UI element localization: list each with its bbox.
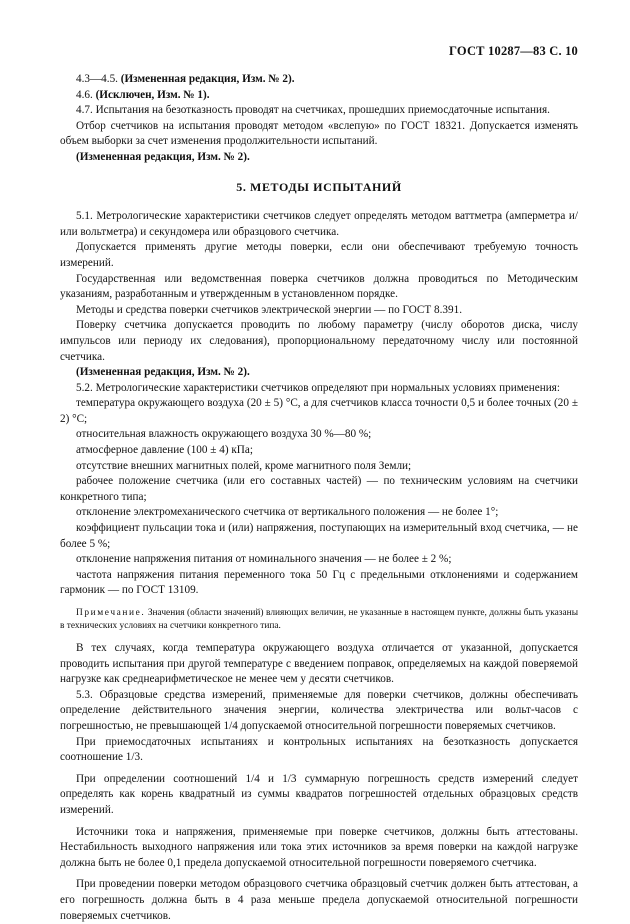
condition-working-position: рабочее положение счетчика (или его составных частей) — по техническим условиям на счетчики конкретного типа; bbox=[60, 475, 578, 503]
clause-4-6 bbox=[60, 88, 578, 104]
clause-number: 4.6. bbox=[76, 88, 93, 101]
clause-5-1: 5.1. Метрологические характеристики счетчиков следует определять методом ваттметра (амперметра и/или вольтметра) и секундомера или образцового счетчика. bbox=[60, 210, 578, 238]
paragraph-verification-methods: Методы и средства поверки счетчиков электрической энергии — по ГОСТ 8.391. bbox=[76, 303, 462, 316]
condition-ripple-factor: коэффициент пульсации тока и (или) напряжения, поступающих на измерительный вход счетчика, — не более 5 %; bbox=[60, 522, 578, 550]
amendment-note: (Измененная редакция, Изм. № 2). bbox=[76, 150, 250, 163]
paragraph-reference-meter: При проведении поверки методом образцового счетчика образцовый счетчик должен быть аттестован, а его погрешность должна быть в 4 раза меньше предела допускаемой относительной погрешности поверяемых счетчиков. bbox=[60, 878, 578, 922]
amendment-note: (Измененная редакция, Изм. № 2). bbox=[76, 366, 250, 379]
paragraph-sources-certification: Источники тока и напряжения, применяемые при поверке счетчиков, должны быть аттестованы. Нестабильность выходного напряжения или тока этих источников за время поверки на каждой нагрузке должна быть не более 0,1 предела допускаемой относительной погрешности поверяемого счетчика. bbox=[60, 825, 578, 869]
condition-frequency: частота напряжения питания переменного тока 50 Гц с предельными отклонениями и содержанием гармоник — по ГОСТ 13109. bbox=[60, 568, 578, 597]
amendment-note: (Исключен, Изм. № 1). bbox=[95, 88, 210, 101]
condition-voltage-deviation: отклонение напряжения питания от номинального значения — не более ± 2 %; bbox=[76, 553, 452, 566]
condition-vertical-deviation: отклонение электромеханического счетчика от вертикального положения — не более 1°; bbox=[76, 506, 499, 519]
note bbox=[60, 607, 578, 633]
condition-pressure: атмосферное давление (100 ± 4) кПа; bbox=[76, 444, 253, 457]
clause-5-3: 5.3. Образцовые средства измерений, применяемые для поверки счетчиков, должны обеспечивать определение действительного значения энергии, количества электричества или вольт-часов с погрешностью, не превышающей 1/4 допускаемой относительной погрешности поверяемых счетчиков. bbox=[60, 688, 578, 732]
clause-5-2: 5.2. Метрологические характеристики счетчиков определяют при нормальных условиях применения: bbox=[76, 381, 560, 394]
section-title: 5. МЕТОДЫ ИСПЫТАНИЙ bbox=[236, 179, 402, 194]
amendment-note: (Измененная редакция, Изм. № 2). bbox=[120, 73, 295, 85]
paragraph-sampling: Отбор счетчиков на испытания проводят методом «вслепую» по ГОСТ 18321. Допускается изменять объем выборки за счет изменения продолжительности испытаний. bbox=[60, 119, 578, 148]
clause-number: 4.3—4.5. bbox=[76, 73, 118, 85]
condition-temperature: температура окружающего воздуха (20 ± 5) °С, а для счетчиков класса точности 0,5 и более точных (20 ± 2) °С; bbox=[60, 397, 578, 425]
paragraph-temperature-correction: В тех случаях, когда температура окружающего воздуха отличается от указанной, допускается проводить испытания при другой температуре с введением поправок, определяемых на каждой поверяемой нагрузке как среднеарифметическое не менее чем у десяти счетчиков. bbox=[60, 642, 578, 686]
paragraph-other-methods: Допускается применять другие методы поверки, если они обеспечивают требуемую точность измерений. bbox=[60, 241, 578, 269]
running-header: ГОСТ 10287—83 С. 10 bbox=[449, 44, 578, 58]
note-text: Значения (области значений) влияющих величин, не указанные в настоящем пункте, должны быть указаны в технических условиях на счетчики конкретного типа. bbox=[60, 608, 578, 631]
document-body bbox=[60, 72, 578, 924]
clause-4-3-4-5 bbox=[60, 72, 578, 88]
paragraph-total-error: При определении соотношений 1/4 и 1/3 суммарную погрешность средств измерений следует определять как корень квадратный из суммы квадратов погрешностей отдельных образцовых средств измерений. bbox=[60, 772, 578, 816]
note-label: Примечание. bbox=[76, 608, 146, 618]
paragraph-ratio-one-third: При приемосдаточных испытаниях и контрольных испытаниях на безотказность допускается соотношение 1/3. bbox=[60, 735, 578, 764]
clause-4-7: 4.7. Испытания на безотказность проводят на счетчиках, прошедших приемосдаточные испытания. bbox=[76, 104, 550, 117]
paragraph-verification-parameter: Поверку счетчика допускается проводить по любому параметру (числу оборотов диска, числу импульсов или периоду их следования), пропорциональному передаточному числу или постоянной счетчика. bbox=[60, 319, 578, 363]
condition-humidity: относительная влажность окружающего воздуха 30 %—80 %; bbox=[76, 428, 372, 441]
condition-magnetic-fields: отсутствие внешних магнитных полей, кроме магнитного поля Земли; bbox=[76, 459, 412, 472]
paragraph-state-verification: Государственная или ведомственная поверка счетчиков должна проводиться по Методическим указаниям, разработанным и утвержденным в установленном порядке. bbox=[60, 272, 578, 301]
